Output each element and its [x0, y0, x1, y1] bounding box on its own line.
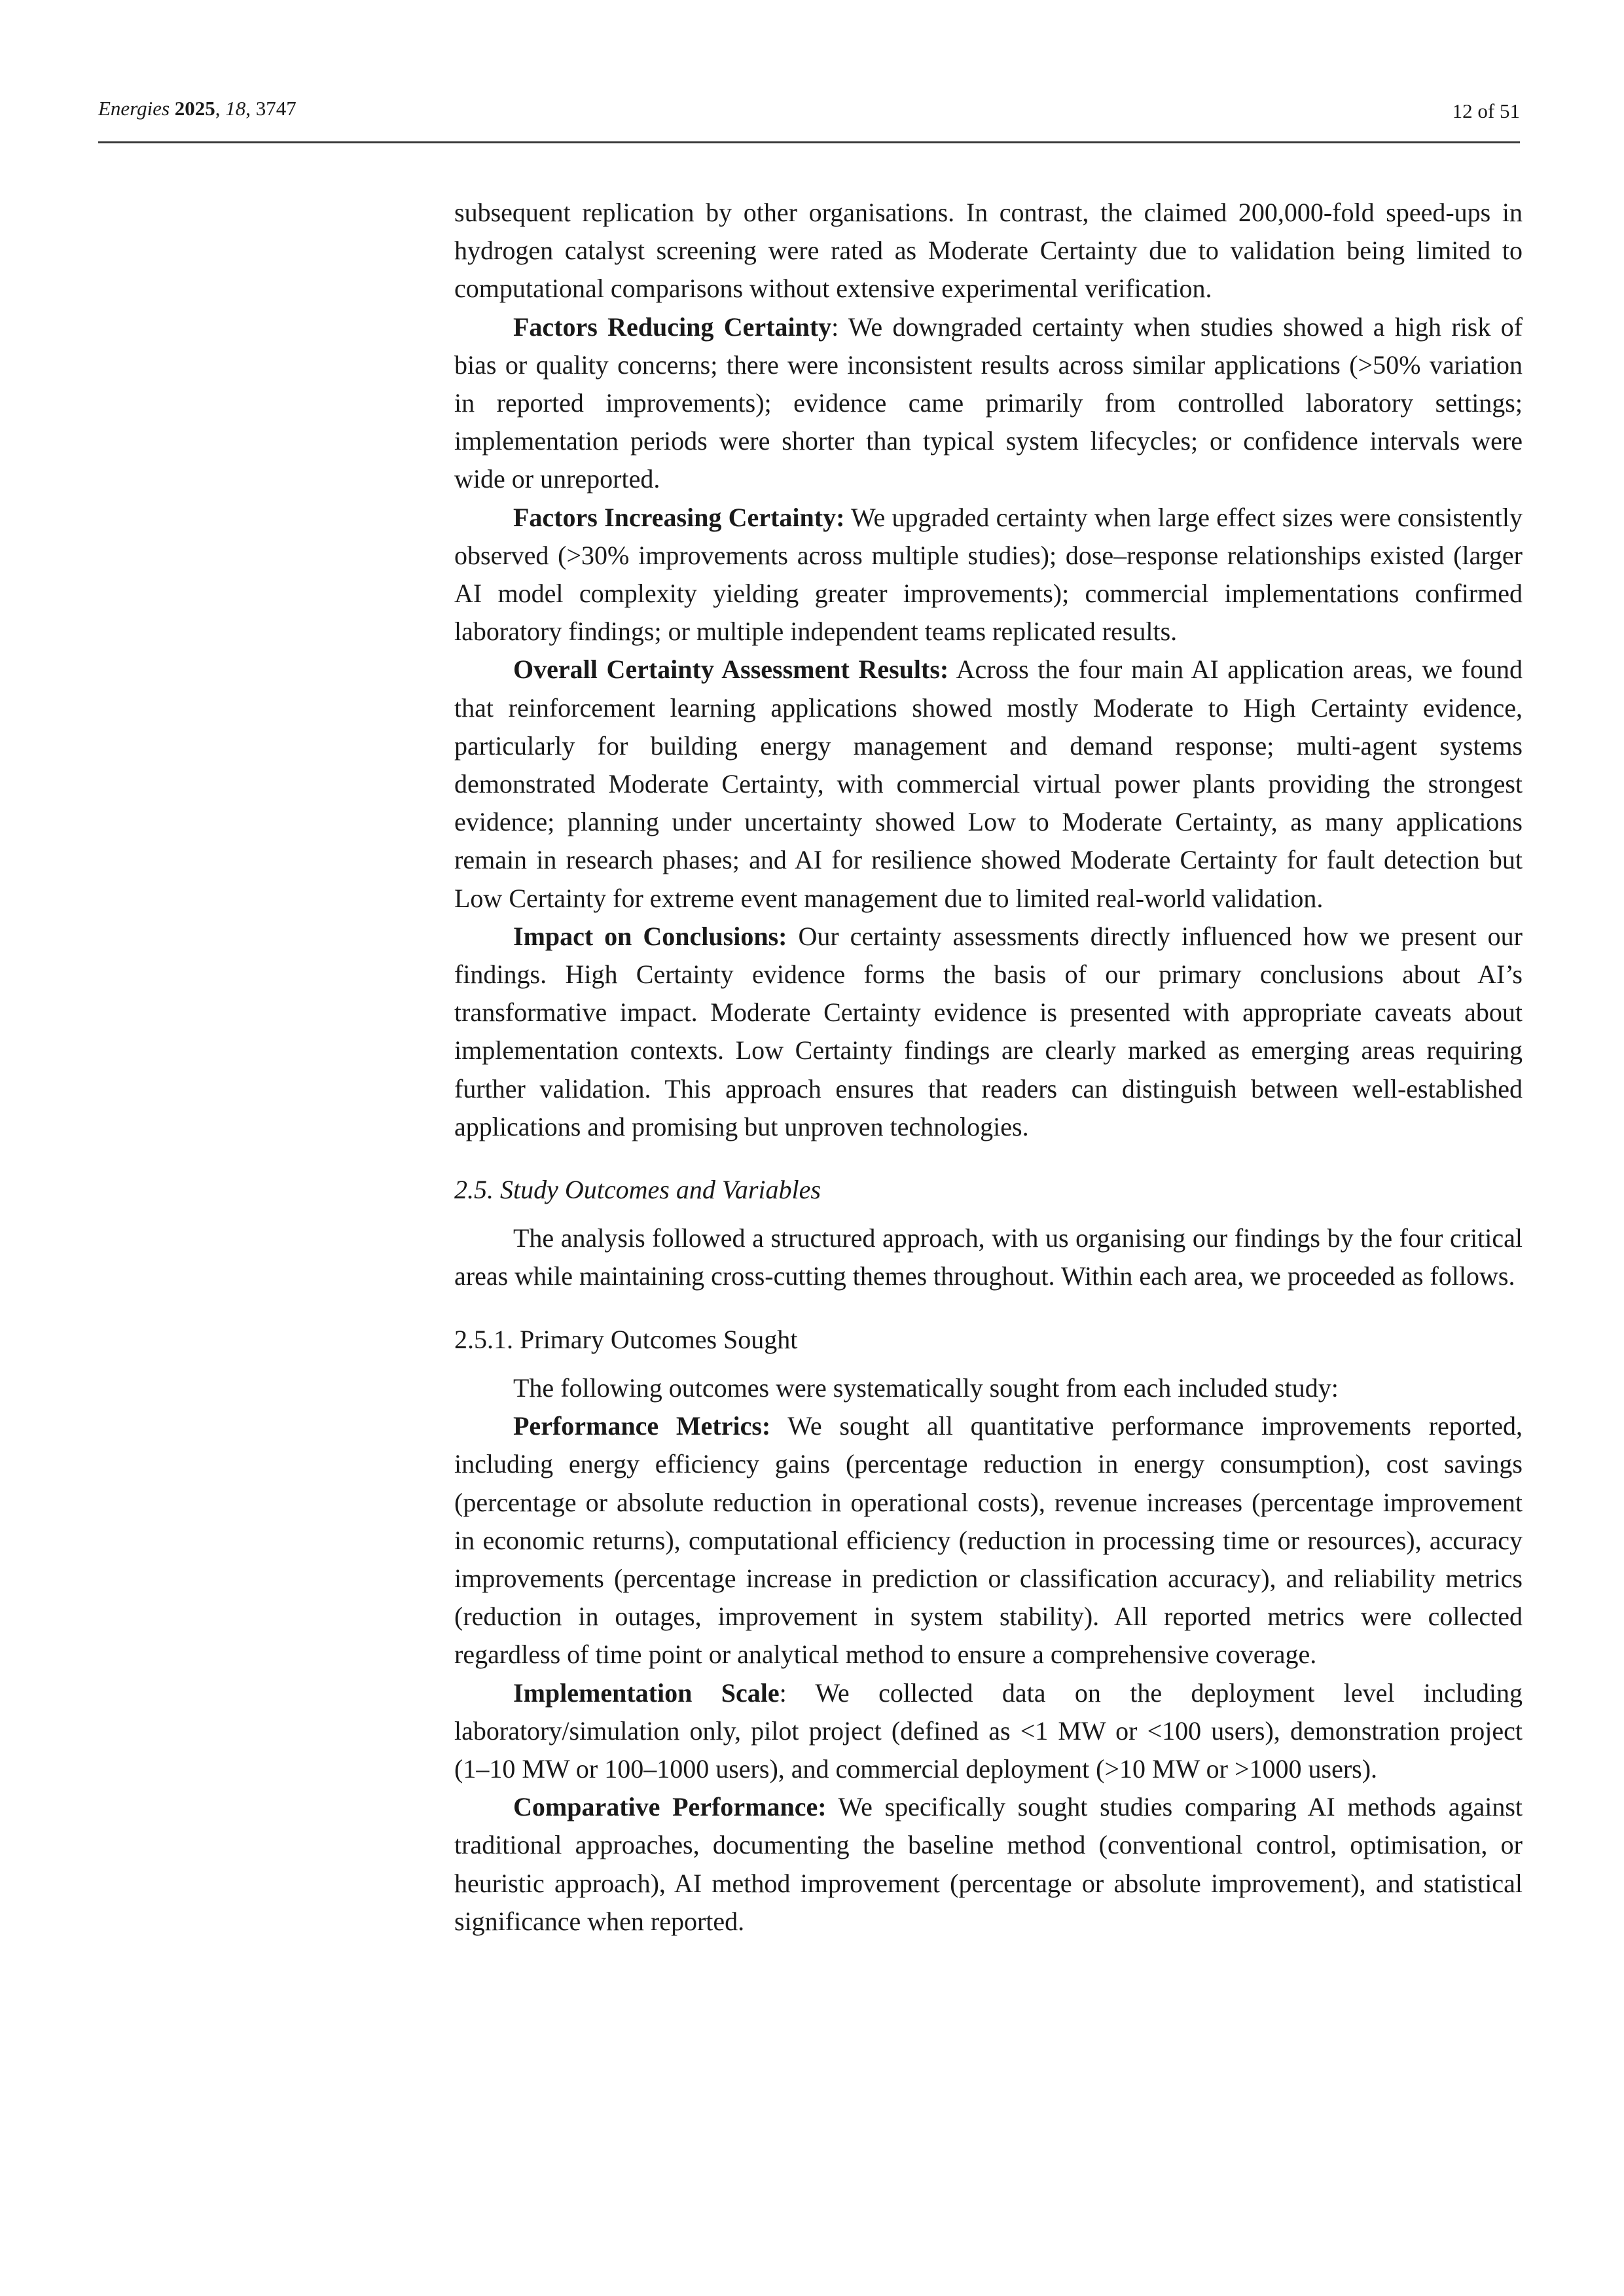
article-body	[454, 194, 1523, 1941]
paragraph-lead: Factors Reducing Certainty	[513, 312, 832, 342]
paragraph-lead: Implementation Scale	[513, 1677, 780, 1708]
paragraph-lead: Impact on Conclusions:	[513, 921, 787, 951]
paragraph-text: We upgraded certainty when large effect sizes were consistently observed (>30% improvements across multiple studies); dose–response relationships existed (larger AI model complexity yielding greater improvements); commercial implementations confirmed laboratory findings; or multiple independent teams replicated results.	[454, 502, 1523, 647]
paragraph-overall-certainty	[454, 651, 1523, 917]
paragraph-lead: Comparative Performance:	[513, 1792, 827, 1822]
journal-name: Energies	[98, 97, 170, 120]
paragraph-text: Across the four main AI application areas, we found that reinforcement learning applications showed mostly Moderate to High Certainty evidence, particularly for building energy management and demand response; multi-agent systems demonstrated Moderate Certainty, with commercial virtual power plants providing the strongest evidence; planning under uncertainty showed Low to Moderate Certainty, as many applications remain in research phases; and AI for resilience showed Moderate Certainty for fault detection but Low Certainty for extreme event management due to limited real-world validation.	[454, 655, 1523, 913]
paragraph-lead: Performance Metrics:	[513, 1411, 771, 1441]
paragraph-impact-conclusions	[454, 918, 1523, 1146]
paragraph-continuation: subsequent replication by other organisations. In contrast, the claimed 200,000-fold speed-ups in hydrogen catalyst screening were rated as Moderate Certainty due to validation being limited to computational comparisons without extensive experimental verification.	[454, 198, 1523, 304]
paragraph-lead: Factors Increasing Certainty:	[513, 502, 845, 532]
paragraph-text: : We collected data on the deployment level including laboratory/simulation only, pilot project (defined as <1 MW or <100 users), demonstration project (1–10 MW or 100–1000 users), and commercial deployment (>10 MW or >1000 users).	[454, 1677, 1523, 1784]
paragraph-implementation-scale	[454, 1674, 1523, 1789]
page-number: 12 of 51	[1452, 99, 1520, 122]
article-number: 3747	[255, 97, 297, 120]
paragraph-outcomes-intro: The following outcomes were systematically sought from each included study:	[513, 1372, 1339, 1403]
page-header	[98, 90, 1520, 143]
paragraph-lead: Overall Certainty Assessment Results:	[513, 655, 949, 685]
paragraph-factors-increasing	[454, 499, 1523, 651]
subsection-heading: 2.5.1. Primary Outcomes Sought	[454, 1324, 798, 1354]
paragraph-analysis-approach: The analysis followed a structured approach, with us organising our findings by the four critical areas while maintaining cross-cutting themes throughout. Within each area, we proceeded as follows.	[454, 1223, 1523, 1291]
section-heading: 2.5. Study Outcomes and Variables	[454, 1175, 821, 1205]
paragraph-performance-metrics	[454, 1407, 1523, 1674]
journal-citation: Energies 2025, 18, 3747	[98, 97, 297, 120]
paragraph-text: We specifically sought studies comparing AI methods against traditional approaches, documenting the baseline method (conventional control, optimisation, or heuristic approach), AI method improvement (percentage or absolute improvement), and statistical significance when reported.	[454, 1792, 1523, 1936]
paragraph-factors-reducing	[454, 308, 1523, 499]
paragraph-comparative-performance	[454, 1788, 1523, 1941]
paragraph-text: : We downgraded certainty when studies showed a high risk of bias or quality concerns; there were inconsistent results across similar applications (>50% variation in reported improvements); evidence came primarily from controlled laboratory settings; implementation periods were shorter than typical system lifecycles; or confidence intervals were wide or unreported.	[454, 312, 1523, 494]
journal-volume: 18	[225, 97, 246, 120]
journal-year: 2025	[174, 97, 215, 120]
paragraph-text: Our certainty assessments directly influenced how we present our findings. High Certainty evidence forms the basis of our primary conclusions about AI’s transformative impact. Moderate Certainty evidence is presented with appropriate caveats about implementation contexts. Low Certainty findings are clearly marked as emerging areas requiring further validation. This approach ensures that readers can distinguish between well-established applications and promising but unproven technologies.	[454, 921, 1523, 1141]
paragraph-text: We sought all quantitative performance improvements reported, including energy efficiency gains (percentage reduction in energy consumption), cost savings (percentage or absolute reduction in operational costs), revenue increases (percentage improvement in economic returns), computational efficiency (reduction in processing time or resources), accuracy improvements (percentage increase in prediction or classification accuracy), and reliability metrics (reduction in outages, improvement in system stability). All reported metrics were collected regardless of time point or analytical method to ensure a comprehensive coverage.	[454, 1411, 1523, 1670]
